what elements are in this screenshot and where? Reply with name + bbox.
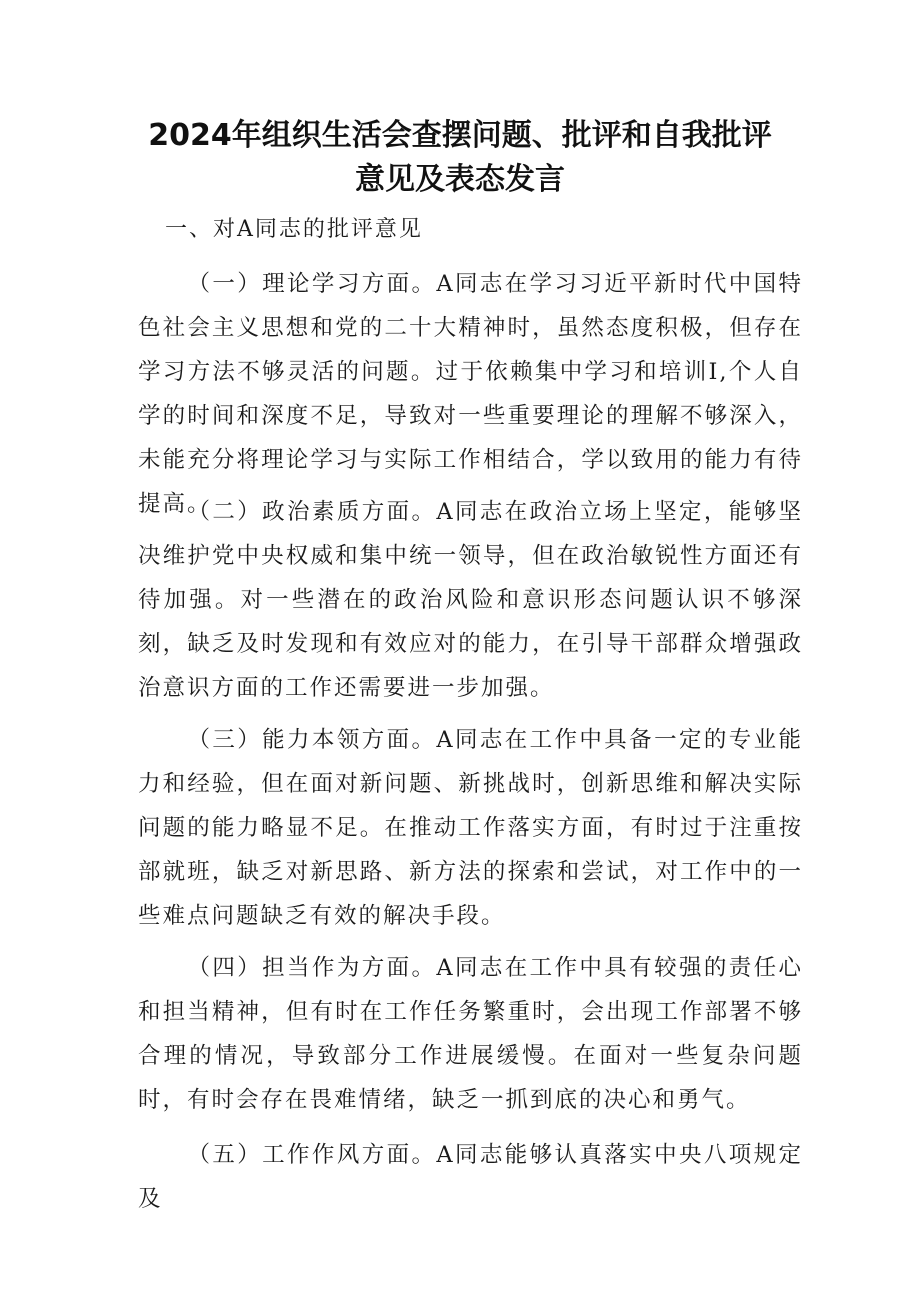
paragraph-capability: （三）能力本领方面。A同志在工作中具备一定的专业能力和经验，但在面对新问题、新挑战时，创新思维和解决实际问题的能力略显不足。在推动工作落实方面，有时过于注重按部就班，缺乏对新思路、新方法的探索和尝试，对工作中的一些难点问题缺乏有效的解决手段。	[138, 727, 803, 929]
paragraph-work-style: （五）工作作风方面。A同志能够认真落实中央八项规定及	[138, 1142, 803, 1212]
paragraph-responsibility: （四）担当作为方面。A同志在工作中具有较强的责任心和担当精神，但有时在工作任务繁重时，会出现工作部署不够合理的情况，导致部分工作进展缓慢。在面对一些复杂问题时，有时会存在畏难情绪，缺乏一抓到底的决心和勇气。	[138, 955, 803, 1113]
paragraph-political-quality: （二）政治素质方面。A同志在政治立场上坚定，能够坚决维护党中央权威和集中统一领导，但在政治敏锐性方面还有待加强。对一些潜在的政治风险和意识形态问题认识不够深刻，缺乏及时发现和有效应对的能力，在引导干部群众增强政治意识方面的工作还需要进一步加强。	[138, 499, 803, 701]
section-heading: 一、对A同志的批评意见	[165, 217, 423, 242]
document-title-line-2: 意见及表态发言	[355, 162, 565, 197]
paragraph-theory-study: （一）理论学习方面。A同志在学习习近平新时代中国特色社会主义思想和党的二十大精神时，虽然态度积极，但存在学习方法不够灵活的问题。过于依赖集中学习和培训I,个人自学的时间和深度不足，导致对一些重要理论的理解不够深入，未能充分将理论学习与实际工作相结合，学以致用的能力有待提高。	[138, 271, 803, 517]
document-title-line-1: 2024年组织生活会查摆问题、批评和自我批评	[148, 118, 772, 153]
